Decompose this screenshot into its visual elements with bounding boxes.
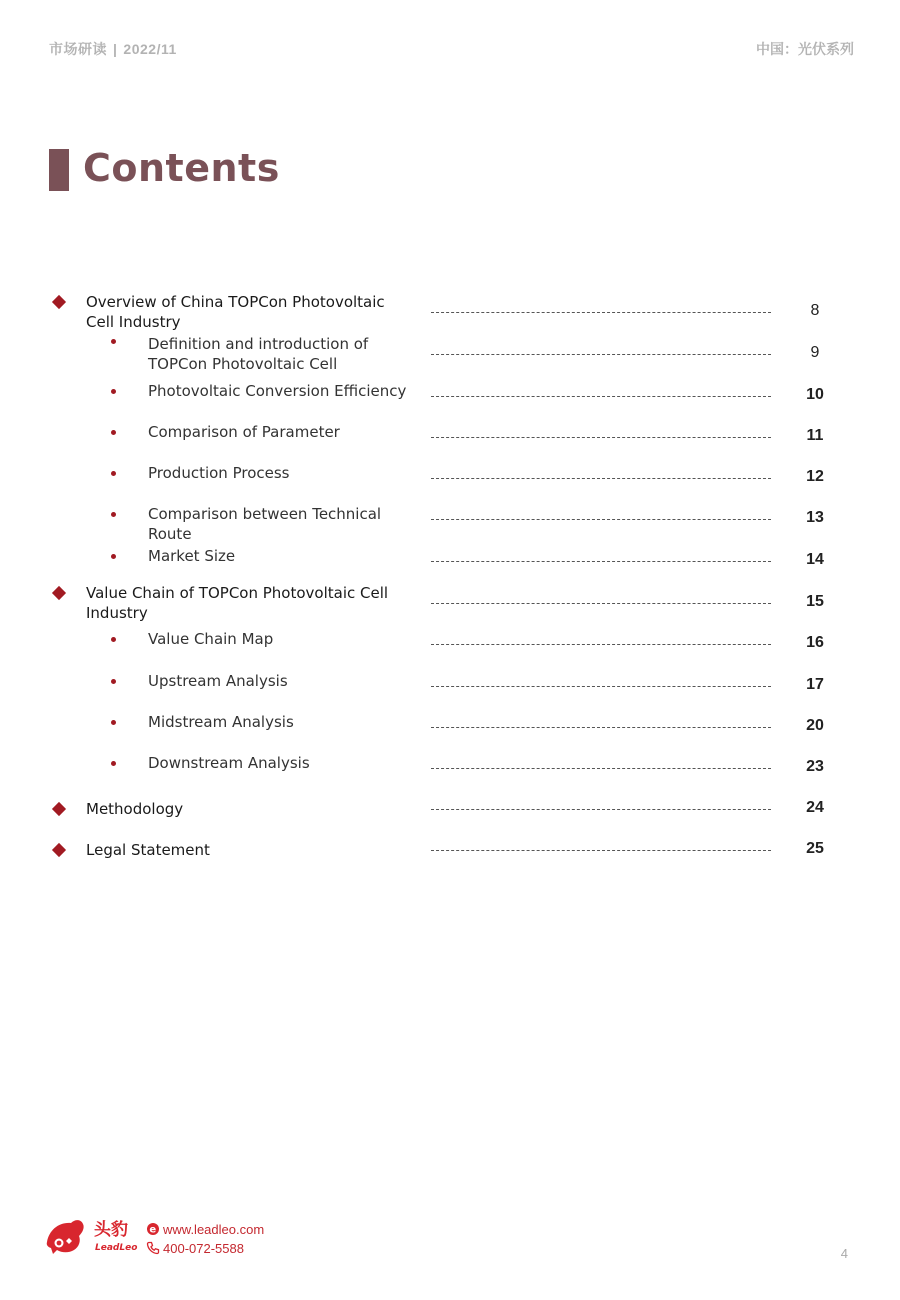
toc-page-number: 23 [806,758,824,775]
dotted-leader [431,437,771,438]
toc-title-line: Upstream Analysis [148,672,288,690]
dot-bullet-icon [111,339,116,344]
dotted-leader [431,603,771,604]
toc-section-title [86,799,416,819]
toc-page-number: 9 [810,344,820,361]
toc-title-line: TOPCon Photovoltaic Cell [148,355,338,373]
dotted-leader [431,686,771,687]
toc-section-title [86,583,416,623]
svg-text:e: e [149,1224,157,1236]
toc-page-number: 20 [806,717,824,734]
dot-bullet-icon [111,554,116,559]
page-number: 4 [840,1246,848,1261]
diamond-bullet-icon [52,802,66,816]
toc-subsection-title [148,753,428,773]
toc-title-line: Overview of China TOPCon Photovoltaic [86,293,385,311]
toc-section-title [86,840,416,860]
toc-page-number: 14 [806,551,824,568]
toc-subsection-title [148,422,428,442]
diamond-bullet-icon [52,295,66,309]
dotted-leader [431,561,771,562]
phone-number[interactable]: 400-072-5588 [163,1241,244,1256]
toc-page-number: 11 [806,427,824,444]
header-separator: | [113,41,118,57]
toc-title-line: Cell Industry [86,313,181,331]
dotted-leader [431,519,771,520]
toc-page-number: 25 [806,840,824,857]
toc-title-line: Comparison between Technical Route [148,505,382,543]
dot-bullet-icon [111,430,116,435]
dot-bullet-icon [111,637,116,642]
phone-line [146,1239,264,1258]
dotted-leader [431,396,771,397]
toc-section-title [86,292,416,332]
diamond-bullet-icon [52,586,66,600]
toc-title-line: Value Chain of TOPCon Photovoltaic Cell [86,584,389,602]
toc-page-number: 17 [806,676,824,693]
toc-page-number: 13 [806,509,824,526]
dotted-leader [431,768,771,769]
toc-subsection-title [148,629,428,649]
dotted-leader [431,727,771,728]
toc-title-line: Methodology [86,800,184,818]
dot-bullet-icon [111,512,116,517]
toc-page-number: 10 [806,386,824,403]
header-report-type: 市场研读 [49,41,107,57]
leadleo-logo [45,1216,145,1256]
dot-bullet-icon [111,389,116,394]
title-accent-bar [49,149,69,191]
dotted-leader [431,644,771,645]
dot-bullet-icon [111,679,116,684]
toc-title-line: Market Size [148,547,236,565]
dotted-leader [431,312,771,313]
toc-title-line: Comparison of Parameter [148,423,340,441]
toc-title-line: Legal Statement [86,841,210,859]
svg-text:LeadLeo: LeadLeo [95,1243,138,1253]
dot-bullet-icon [111,471,116,476]
toc-page-number: 15 [806,593,824,610]
website-line [146,1220,264,1239]
toc-title-line: Value Chain Map [148,630,274,648]
header-date: 2022/11 [123,41,177,57]
toc-subsection-title [148,504,428,544]
toc-title-line: Industry [86,604,148,622]
toc-page-number: 24 [806,799,824,816]
toc-title-line: Downstream Analysis [148,754,310,772]
toc-title-line: Production Process [148,464,290,482]
dotted-leader [431,478,771,479]
toc-subsection-title [148,463,428,483]
toc-title-line: Photovoltaic Conversion Efficiency [148,382,407,400]
page-title: Contents [83,146,280,190]
dotted-leader [431,850,771,851]
dotted-leader [431,354,771,355]
dot-bullet-icon [111,761,116,766]
website-link[interactable]: www.leadleo.com [163,1222,265,1237]
svg-text:头豹: 头豹 [94,1220,128,1240]
header-left [49,39,177,59]
dotted-leader [431,809,771,810]
toc-subsection-title [148,671,428,691]
phone-icon [146,1241,160,1255]
toc-page-number: 8 [810,302,820,319]
toc-page-number: 12 [806,468,824,485]
toc-subsection-title [148,381,428,401]
footer-contact [146,1220,264,1258]
toc-page-number: 16 [806,634,824,651]
dot-bullet-icon [111,720,116,725]
header-series: 中国：光伏系列 [756,41,854,57]
toc-subsection-title [148,712,428,732]
toc-subsection-title [148,546,428,566]
web-e-icon [146,1222,160,1236]
toc-title-line: Definition and introduction of [148,335,369,353]
diamond-bullet-icon [52,843,66,857]
toc-title-line: Midstream Analysis [148,713,294,731]
toc-subsection-title [148,334,428,374]
